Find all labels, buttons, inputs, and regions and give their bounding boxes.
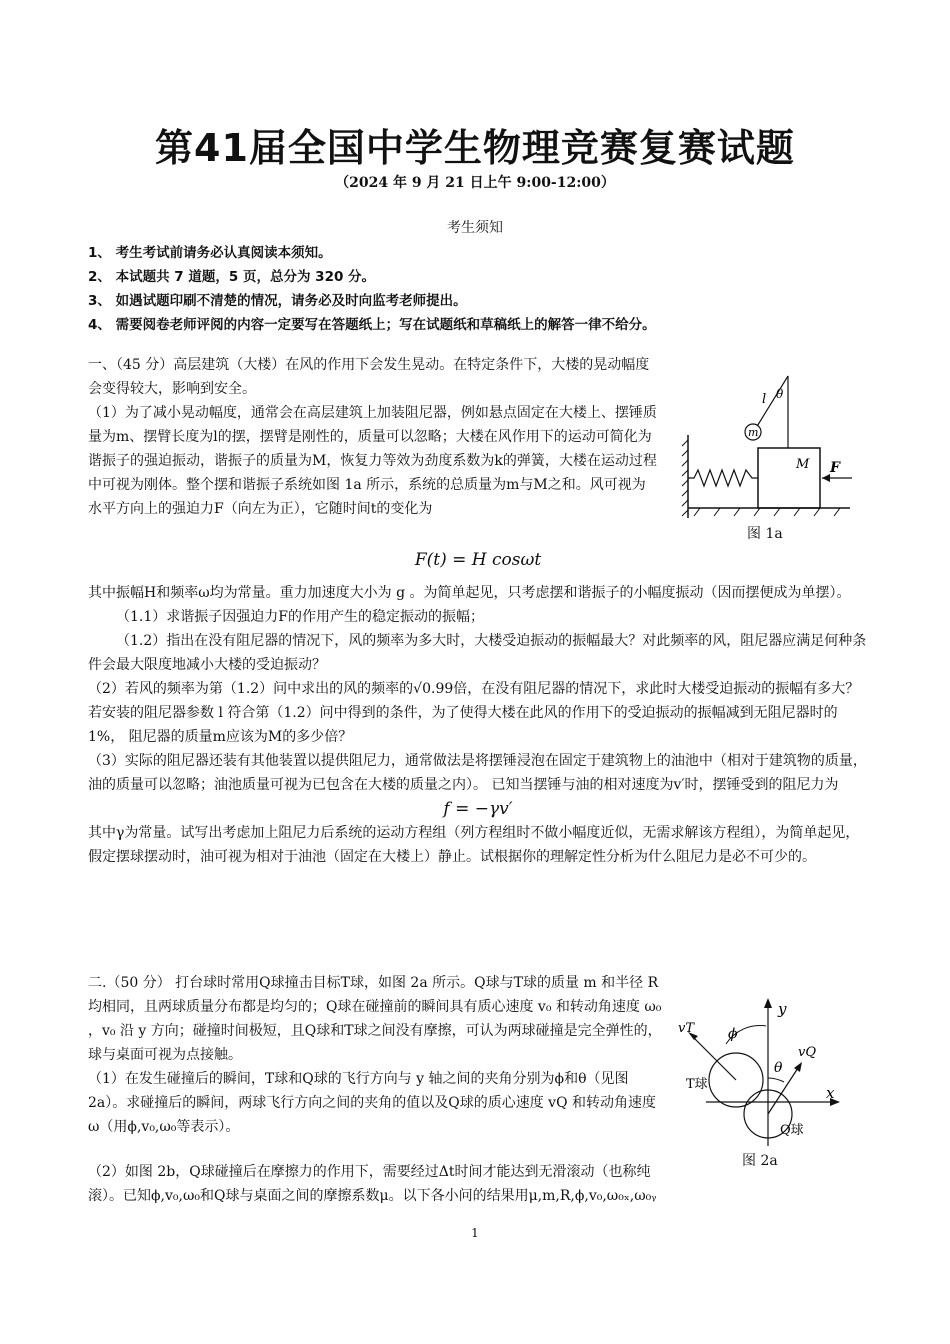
figure-1a-diagram: [680, 370, 860, 520]
equation-damping: f = −γv′: [443, 799, 513, 819]
equation-force: F(t) = H cosωt: [414, 550, 542, 570]
notice-heading: 考生须知: [447, 220, 503, 236]
question-1-2: （1.2）指出在没有阻尼器的情况下，风的频率为多大时，大楼受迫振动的振幅最大？对此频率的风，阻尼器应满足何种条件会最大限度地减小大楼的受迫振动？: [88, 633, 867, 673]
label-vT: vT: [678, 1021, 695, 1036]
problem1-part2: （2）若风的频率为第（1.2）问中求出的风的频率的√0.99倍，在没有阻尼器的情况下，求此时大楼受迫振动的振幅有多大？若安装的阻尼器参数 l 符合第（1.2）问中得到的条件，为了使得大楼在此风的作用下的受迫振动的振幅减到无阻尼器时的 1%， 阻尼器的质量m应该为M的多少倍？: [88, 681, 860, 745]
problem2-part1: （1）在发生碰撞后的瞬间，T球和Q球的飞行方向与 y 轴之间的夹角分别为ϕ和θ（见图 2a）。求碰撞后的瞬间，两球飞行方向之间的夹角的值以及Q球的质心速度 vQ 和转动角速度 ω（用ϕ,v₀,ω₀等表示）。: [88, 1071, 657, 1135]
label-m: m: [748, 426, 759, 439]
label-theta: θ: [776, 387, 784, 401]
exam-date: （2024 年 9 月 21 日上午 9:00-12:00）: [335, 175, 615, 191]
label-F: F: [830, 460, 840, 476]
problem1-after-eq1: 其中振幅H和频率ω均为常量。重力加速度大小为 g 。为简单起见，只考虑摆和谐振子的小幅度振动（因而摆便成为单摆）。: [88, 585, 851, 601]
question-1-1: （1.1）求谐振子因强迫力F的作用产生的稳定振动的振幅；: [116, 609, 484, 625]
figure-2a-diagram: [676, 996, 856, 1146]
label-x: x: [826, 1084, 835, 1102]
label-theta-2: θ: [774, 1060, 783, 1076]
label-vQ: vQ: [798, 1045, 817, 1060]
figure-2a-caption: 图 2a: [742, 1153, 778, 1169]
label-T-ball: T球: [686, 1077, 708, 1092]
problem1-intro: 一、（45 分）高层建筑（大楼）在风的作用下会发生晃动。在特定条件下，大楼的晃动幅度会变得较大，影响到安全。: [88, 357, 650, 397]
label-y: y: [778, 1000, 787, 1018]
problem1-after-eq2: 其中γ为常量。试写出考虑加上阻尼力后系统的运动方程组（列方程组时不做小幅度近似，无需求解该方程组），为简单起见，假定摆球摆动时，油可视为相对于油池（固定在大楼上）静止。试根据你的理解定性分析为什么阻尼力是必不可少的。: [88, 825, 860, 865]
notice-item: 2、 本试题共 7 道题，5 页，总分为 320 分。: [88, 269, 376, 285]
label-Q-ball: Q球: [780, 1123, 804, 1138]
label-l: l: [762, 392, 767, 407]
problem1-part1: （1）为了减小晃动幅度，通常会在高层建筑上加装阻尼器，例如悬点固定在大楼上、摆锤质量为m、摆臂长度为l的摆，摆臂是刚性的，质量可以忽略；大楼在风作用下的运动可简化为谐振子的强迫振动，谐振子的质量为M，恢复力等效为劲度系数为k的弹簧，大楼在运动过程中可视为刚体。整个摆和谐振子系统如图 1a 所示，系统的总质量为m与M之和。风可视为水平方向上的强迫力F（向左为正），它随时间t的变化为: [88, 405, 657, 517]
label-M: M: [796, 457, 810, 472]
figure-1a-caption: 图 1a: [747, 526, 783, 542]
page-number: 1: [471, 1226, 479, 1240]
problem2-intro: 二.（50 分） 打台球时常用Q球撞击目标T球，如图 2a 所示。Q球与T球的质量 m 和半径 R 均相同，且两球质量分布都是均匀的；Q球在碰撞前的瞬间具有质心速度 v₀ 和转动角速度 ω₀ ，v₀ 沿 y 方向；碰撞时间极短，且Q球和T球之间没有摩擦，可认为两球碰撞是完全弹性的，球与桌面可视为点接触。: [88, 975, 662, 1063]
notice-item: 3、 如遇试题印刷不清楚的情况，请务必及时向监考老师提出。: [88, 293, 467, 309]
problem1-part3: （3）实际的阻尼器还装有其他装置以提供阻尼力，通常做法是将摆锤浸泡在固定于建筑物上的油池中（相对于建筑物的质量，油的质量可以忽略；油池质量可视为已包含在大楼的质量之内）。 已知当摆锤与油的相对速度为v′时，摆锤受到的阻尼力为: [88, 753, 867, 793]
problem1-narrow: [88, 353, 658, 521]
notice-list: [88, 241, 868, 337]
problem2-part2: （2）如图 2b，Q球碰撞后在摩擦力的作用下，需要经过Δt时间才能达到无滑滚动（也称纯滚）。已知ϕ,v₀,ω₀和Q球与桌面之间的摩擦系数μ。以下各小问的结果用μ,m,R,ϕ,v₀,ω₀ₓ,ω₀ᵧ: [88, 1164, 657, 1204]
notice-item: 4、 需要阅卷老师评阅的内容一定要写在答题纸上；写在试题纸和草稿纸上的解答一律不给分。: [88, 317, 656, 333]
problem2-narrow: [88, 971, 666, 1139]
notice-item: 1、 考生考试前请务必认真阅读本须知。: [88, 245, 332, 261]
exam-title: 第41届全国中学生物理竞赛复赛试题: [155, 126, 795, 170]
label-phi: ϕ: [728, 1026, 738, 1042]
problem1-full: [88, 581, 868, 869]
